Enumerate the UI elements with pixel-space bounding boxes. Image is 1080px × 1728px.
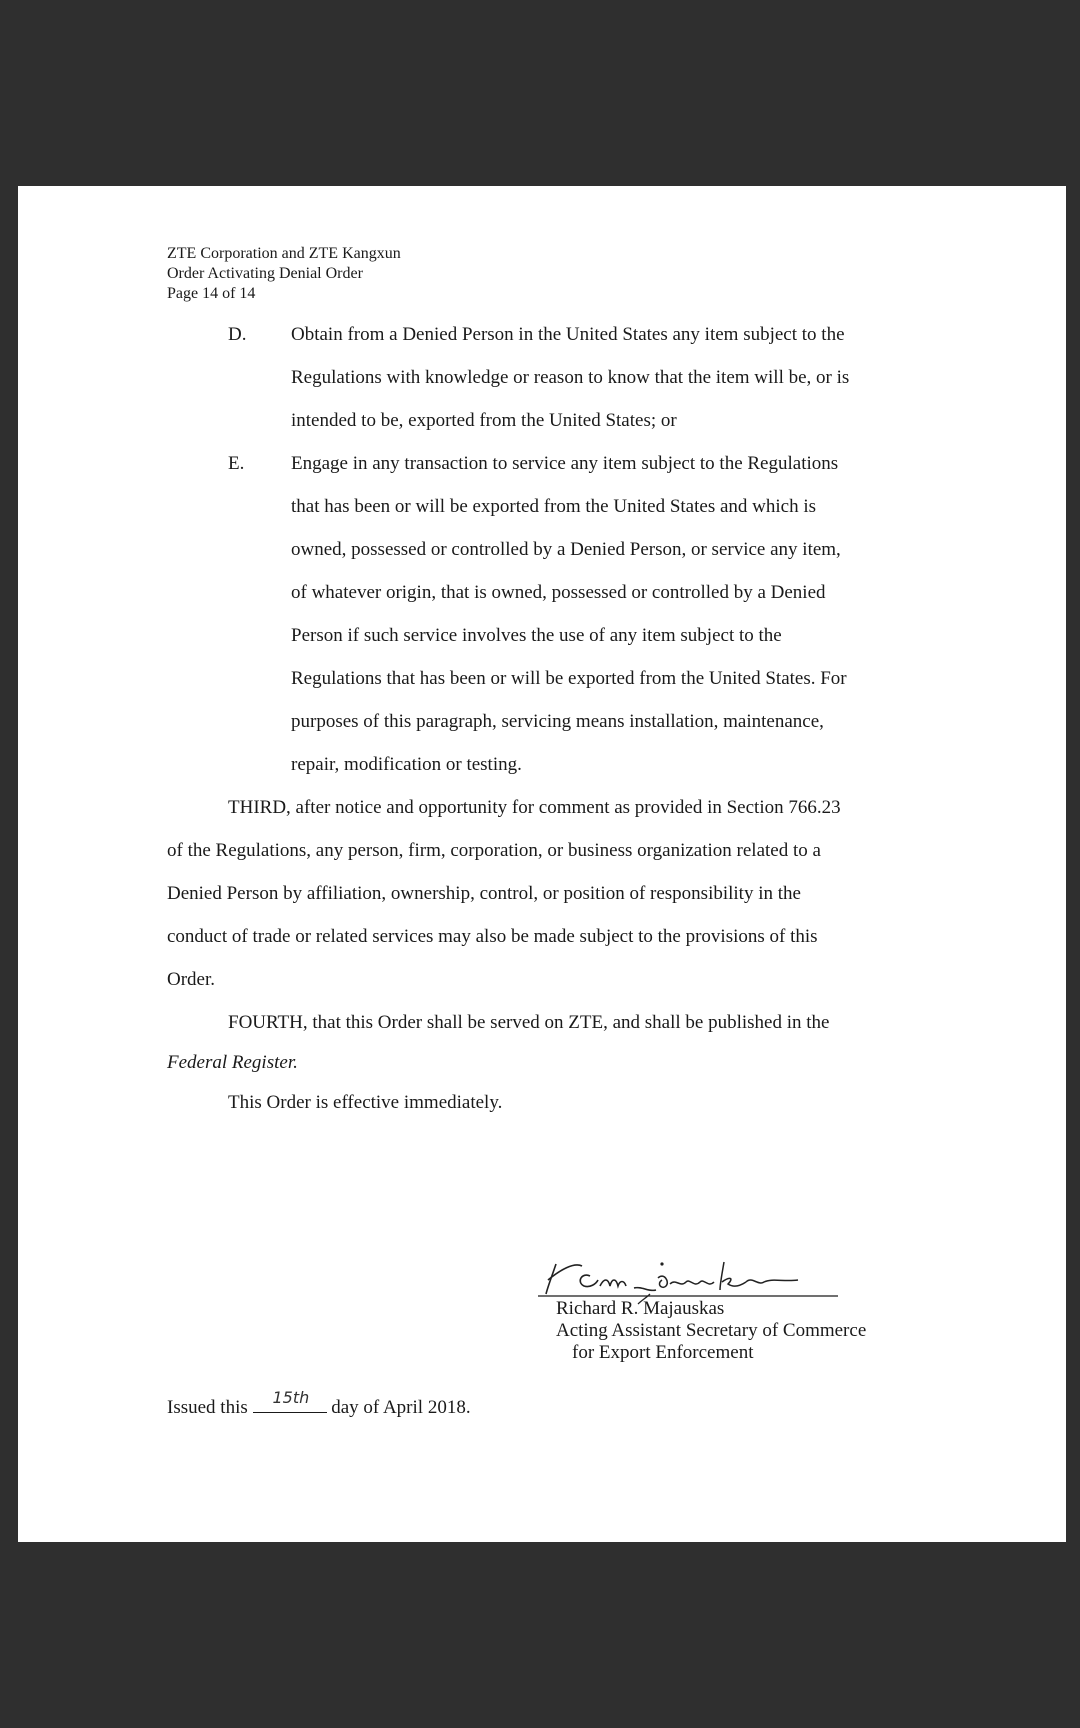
signature-block — [538, 1242, 867, 1363]
fourth-paragraph-line: FOURTH, that this Order shall be served on ZTE, and shall be published in the — [228, 1012, 830, 1033]
page-header — [167, 244, 401, 304]
header-order-title: Order Activating Denial Order — [167, 265, 363, 282]
item-e-label: E. — [228, 453, 245, 474]
effective-statement: This Order is effective immediately. — [228, 1092, 503, 1113]
item-e-line: Regulations that has been or will be exported from the United States. For — [291, 668, 847, 689]
issued-suffix: day of April 2018. — [331, 1397, 471, 1418]
item-e-line: purposes of this paragraph, servicing means installation, maintenance, — [291, 711, 824, 732]
header-page-number: Page 14 of 14 — [167, 285, 256, 302]
third-paragraph-line: Denied Person by affiliation, ownership, control, or position of responsibility in the — [167, 883, 801, 904]
item-e-line: owned, possessed or controlled by a Denied Person, or service any item, — [291, 539, 841, 560]
item-e-line: Person if such service involves the use of any item subject to the — [291, 625, 782, 646]
handwritten-day: 15th — [272, 1388, 310, 1407]
item-d-line: Regulations with knowledge or reason to know that the item will be, or is — [291, 367, 850, 388]
third-paragraph-line: Order. — [167, 969, 216, 990]
signatory-title-continued: for Export Enforcement — [572, 1342, 754, 1363]
header-case-title: ZTE Corporation and ZTE Kangxun — [167, 245, 401, 262]
item-d-line: Obtain from a Denied Person in the United States any item subject to the — [291, 324, 845, 345]
item-e-line: that has been or will be exported from the United States and which is — [291, 496, 817, 517]
item-d-label: D. — [228, 324, 247, 345]
third-paragraph-line: of the Regulations, any person, firm, corporation, or business organization related to a — [167, 840, 821, 861]
item-e-line: repair, modification or testing. — [291, 754, 522, 775]
issued-prefix: Issued this — [167, 1397, 248, 1418]
item-e-line: of whatever origin, that is owned, possessed or controlled by a Denied — [291, 582, 826, 603]
item-e-line: Engage in any transaction to service any item subject to the Regulations — [291, 453, 839, 474]
issued-date-line — [167, 1388, 471, 1419]
federal-register-citation: Federal Register. — [167, 1052, 298, 1073]
document-page — [18, 186, 1066, 1542]
third-paragraph-line: THIRD, after notice and opportunity for comment as provided in Section 766.23 — [228, 797, 841, 818]
third-paragraph-line: conduct of trade or related services may also be made subject to the provisions of this — [167, 926, 818, 947]
signatory-title: Acting Assistant Secretary of Commerce — [556, 1320, 867, 1341]
signatory-name: Richard R. Majauskas — [556, 1298, 725, 1319]
item-d-line: intended to be, exported from the United States; or — [291, 410, 677, 431]
day-blank — [253, 1388, 327, 1413]
